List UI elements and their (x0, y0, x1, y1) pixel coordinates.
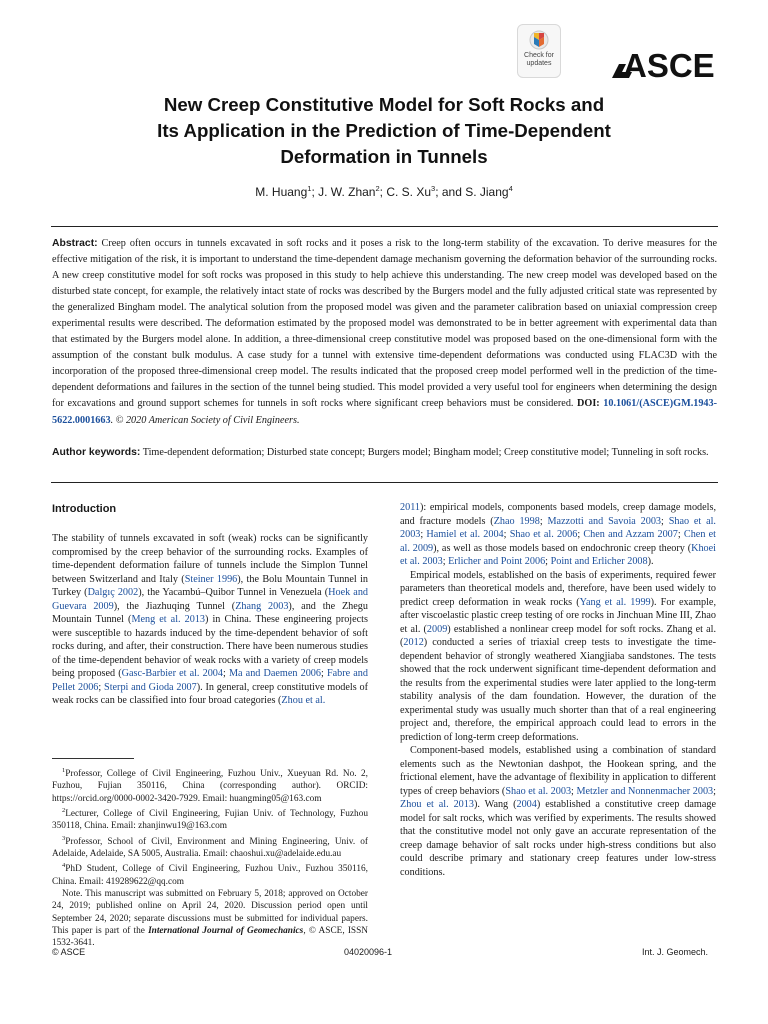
citation-link[interactable]: Steiner 1996 (184, 573, 238, 585)
keywords-text: Time-dependent deformation; Disturbed state concept; Burgers model; Bingham model; Creep constitutive model; Tunneling in soft rocks. (140, 447, 709, 458)
author-name: J. W. Zhan (318, 185, 376, 199)
right-column (400, 501, 716, 879)
badge-line-1: Check for (524, 52, 554, 59)
citation-link[interactable]: Gasc-Barbier et al. 2004 (121, 668, 223, 679)
paper-title (60, 92, 708, 170)
abstract-block (52, 236, 717, 429)
author-keywords (52, 445, 717, 461)
citation-link[interactable]: Shao et al. 2003 (400, 515, 716, 540)
citation-link[interactable]: 2004 (516, 799, 537, 810)
citation-link[interactable]: Metzler and Nonnenmacher 2003 (576, 785, 714, 797)
page-footer (0, 947, 768, 963)
citation-link[interactable]: Zhou et al. 2013 (400, 799, 474, 810)
author-name: C. S. Xu (386, 185, 432, 199)
top-rule (51, 226, 718, 227)
citation-link[interactable]: Yang et al. 1999 (579, 596, 651, 608)
citation-link[interactable]: Sterpi and Gioda 2007 (104, 681, 197, 693)
author-affiliation-mark: 2 (375, 184, 380, 193)
footer-copyright: © ASCE (52, 947, 86, 957)
author-affiliation-mark: 1 (307, 184, 312, 193)
copyright-text: . © 2020 American Society of Civil Engineers. (110, 414, 300, 426)
author-list: M. Huang$^1$; J. W. Zhan$^2$; C. S. Xu$^3$; and S. Jiang$^4$ (255, 184, 513, 199)
citation-link[interactable]: Zhou et al. (281, 695, 326, 706)
author-name: S. Jiang (465, 185, 509, 199)
citation-link[interactable]: Chen et al. 2009 (400, 529, 716, 554)
check-for-updates-badge[interactable] (517, 24, 561, 78)
abstract-heading: Abstract: (52, 238, 98, 249)
citation-link[interactable]: Fabre and Pellet 2006 (52, 668, 368, 693)
title-line-3: Deformation in Tunnels (280, 146, 488, 167)
citation-link[interactable]: Hamiel et al. 2004 (426, 529, 504, 540)
title-line-2: Its Application in the Prediction of Time-Dependent (157, 120, 611, 141)
citation-link[interactable]: Mazzotti and Savoia 2003 (547, 515, 662, 527)
citation-link[interactable]: Ma and Daemen 2006 (228, 668, 321, 679)
keywords-rule (51, 482, 718, 483)
citation-link[interactable]: Zhao 1998 (493, 515, 540, 527)
doi-link[interactable]: 10.1061/(ASCE)GM.1943-5622.0001663 (52, 398, 718, 426)
badge-line-2: updates (526, 60, 552, 67)
asce-logo-mark (612, 44, 717, 80)
affiliation-footnote: $^1$Professor, College of Civil Engineering, Fuzhou Univ., Xueyuan Rd. No. 2, Fuzhou, Fujian 350116, China (corresponding author). ORCID: https://orcid.org/0000-0002-3420-7929. Email: huangming05@163.com (52, 767, 368, 804)
keywords-heading: Author keywords: (52, 447, 141, 458)
doi-label: DOI: (577, 398, 600, 410)
citation-link[interactable]: 2011 (400, 502, 420, 513)
author-name: M. Huang (255, 185, 308, 199)
citation-link[interactable]: Chen and Azzam 2007 (583, 529, 678, 540)
right-paragraph-1: 2011): empirical models, components based models, creep damage models, and fracture models (Zhao 1998; Mazzotti and Savoia 2003; Shao et al. 2003; Hamiel et al. 2004; Shao et al. 2006; Chen and Azzam 2007; Chen et al. 2009), as well as those models based on endochronic creep theory (Khoei et al. 2003; Erlicher and Point 2006; Point and Erlicher 2008). (400, 502, 717, 567)
affiliation-footnote: $^4$PhD Student, College of Civil Engineering, Fuzhou Univ., Fuzhou 350116, China. Email: 419289622@qq.com (52, 862, 368, 887)
citation-link[interactable]: Shao et al. 2006 (509, 529, 578, 540)
citation-link[interactable]: Khoei et al. 2003 (400, 542, 717, 567)
left-column (52, 502, 368, 708)
asce-logo (612, 44, 717, 80)
citation-link[interactable]: 2012 (403, 637, 424, 648)
logo-wordmark: ASCE (623, 47, 715, 80)
submission-note: Note. This manuscript was submitted on February 5, 2018; approved on October 24, 2019; published online on April 24, 2020. Discussion period open until September 24, 2020; separate discussions must be submitted for individual papers. This paper is part of the International Journal of Geomechanics, © ASCE, ISSN 1532-3641. (52, 889, 368, 949)
citation-link[interactable]: 2009 (426, 623, 448, 635)
footnotes (52, 765, 368, 950)
journal-name: International Journal of Geomechanics (148, 925, 304, 936)
citation-link[interactable]: Shao et al. 2003 (505, 785, 572, 797)
footnote-rule (52, 758, 134, 759)
abstract-text: Creep often occurs in tunnels excavated in soft rocks and it poses a risk to the long-term stability of the excavation. To derive measures for the effective mitigation of the risk, it is important to understand the time-dependent damage mechanism governing the deformation behavior of the surrounding rocks. A new creep constitutive model for soft rocks was proposed in this study to help achieve this understanding. The new creep model was developed based on the disturbed state concept, for example, the relatively intact state of rocks was described by the Burgers model and the fully adjusted critical state was represented by the generalized Bingham model. The analytical solution from the proposed model was given and the parameter calibration based on uniaxial compression creep experimental results were described. The deformation estimated by the proposed model was demonstrated to be in better agreement with experimental data than that estimated by the Burgers model alone. In addition, a three-dimensional creep constitutive model was proposed based on the one-dimensional form with the assumption of the constant bulk modulus. A case study for a tunnel with extensive time-dependent deformations was conducted using FLAC3D with the incorporation of the proposed three-dimensional creep model. The results indicated that the proposed creep model performed well in the prediction of the time-dependent deformations and failures in the section of the tunnel being studied. This model provided a very useful tool for engineers when determining the design for excavations and ground support schemes for tunnels in soft rocks where significant creep behaviors must be considered. (52, 238, 717, 410)
right-paragraph-2: Empirical models, established on the basis of experiments, required fewer parameters than theoretical models and, therefore, have been used widely to predict creep deformation in weak rocks (Yang et al. 1999). For example, after viscoelastic plastic creep testing of ore rocks in Jinchuan Mine III, Zhao et al. (2009) established a nonlinear creep model for soft rocks. Zhang et al. (2012) conducted a series of triaxial creep tests to investigate the time-dependent behavior of strongly weathered Xiangjiaba sandstones. The tests showed that the rock underwent significant time-dependent deformation and the results from the experimental studies were later applied to the long-term stability analysis of the dam foundation. However, the duration of the experimental study was usually much shorter than that of a real engineering project and, therefore, the empirical approach could lead to errors in the prediction of long-term creep deformations. (400, 569, 716, 743)
title-line-1: New Creep Constitutive Model for Soft Rocks and (163, 94, 605, 115)
citation-link[interactable]: Dalgıç 2002 (87, 587, 139, 598)
citation-link[interactable]: Hoek and Guevara 2009 (52, 587, 369, 612)
author-affiliation-mark: 3 (431, 184, 436, 193)
citation-link[interactable]: Meng et al. 2013 (131, 614, 206, 625)
citation-link[interactable]: Zhang 2003 (235, 600, 289, 612)
affiliation-footnote: $^3$Professor, School of Civil, Environment and Mining Engineering, Univ. of Adelaide, Adelaide, SA 5005, Australia. Email: chaoshui.xu@adelaide.edu.au (52, 834, 368, 860)
citation-link[interactable]: Point and Erlicher 2008 (550, 556, 648, 567)
affiliation-footnote: $^2$Lecturer, College of Civil Engineering, Fujian Univ. of Technology, Fuzhou 350118, China. Email: zhanjinwu19@163.com (52, 806, 368, 832)
citation-link[interactable]: Erlicher and Point 2006 (448, 556, 546, 567)
crossmark-icon (529, 30, 549, 50)
introduction-heading: Introduction (52, 503, 117, 515)
intro-paragraph-1: The stability of tunnels excavated in soft (weak) rocks can be significantly compromised by the creep behavior of the surrounding rocks. Examples of time-dependent deformation failure of tunnels include the Simplon Tunnel between Switzerland and Italy (Steiner 1996), the Bolu Mountain Tunnel in Turkey (Dalgıç 2002), the Yacambú–Quibor Tunnel in Venezuela (Hoek and Guevara 2009), the Jiazhuqing Tunnel (Zhang 2003), and the Zhegu Mountain Tunnel (Meng et al. 2013) in China. These engineering projects were susceptible to hazards induced by the time-dependent behavior of soft rocks during, and after, their construction. There have been numerous studies of the time-dependent behavior of weak rocks with a variety of creep models being proposed (Gasc-Barbier et al. 2004; Ma and Daemen 2006; Fabre and Pellet 2006; Sterpi and Gioda 2007). In general, creep constitutive models of weak rocks can be classified into four broad categories (Zhou et al. (52, 533, 369, 706)
author-affiliation-mark: 4 (508, 184, 513, 193)
footer-journal: Int. J. Geomech. (642, 947, 709, 957)
footer-article-number: 04020096-1 (344, 947, 393, 957)
right-paragraph-3: Component-based models, established using a combination of standard elements such as the Newtonian dashpot, the Hookean spring, and the frictional element, have the advantage of flexibility in application to different types of creep behaviors (Shao et al. 2003; Metzler and Nonnenmacher 2003; Zhou et al. 2013). Wang (2004) established a constitutive creep damage model for salt rocks, which was verified by experiments. The results showed that the constitutive model not only gave an accurate representation of the creep damage behavior of salt rocks under high-stress conditions but also could describe primary and stationary creep features under low-stress conditions. (400, 745, 716, 878)
